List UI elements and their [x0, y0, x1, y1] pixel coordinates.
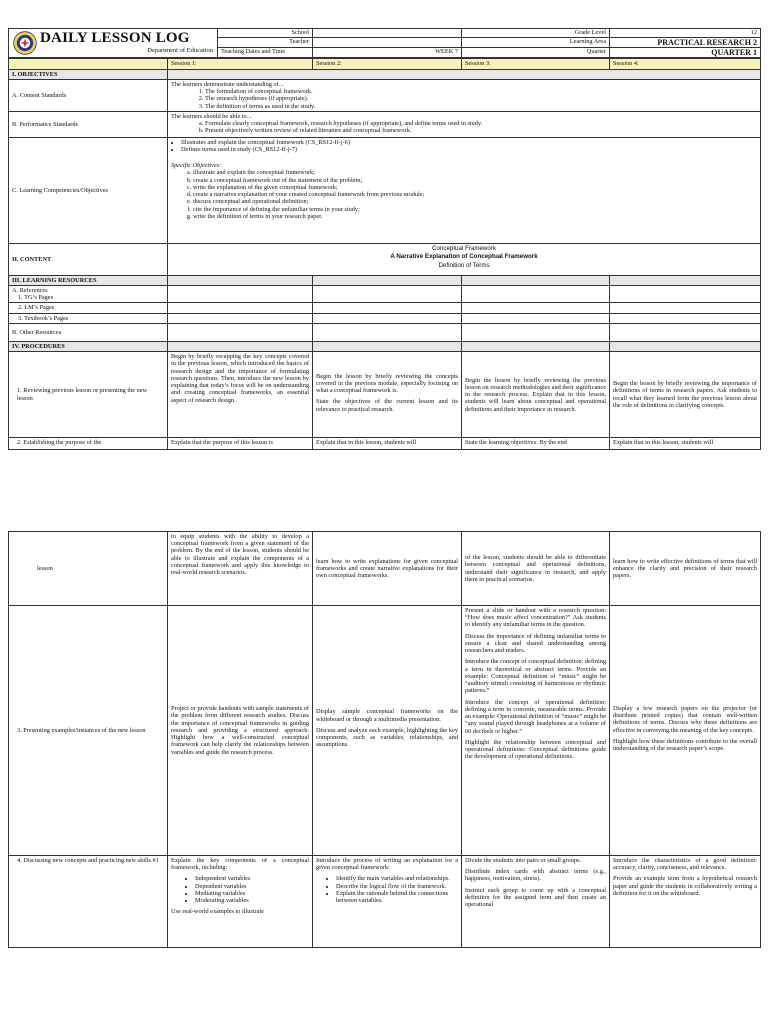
procedure-1-label: 1. Reviewing previous lesson or presenting the new lesson [9, 352, 168, 438]
content-standards-text: The learners demonstrate understanding of... 1. The formulation of conceptual framework. 2. The research hypotheses (if appropriate). 3. The definition of terms as used in the study. [168, 79, 761, 111]
lm-pages-row [9, 303, 761, 313]
quarter-value: QUARTER 1 [610, 48, 761, 58]
procedure-row-2-cont [9, 532, 761, 606]
specific-objectives-title: Specific Objectives: [171, 162, 222, 170]
page-1 [0, 28, 768, 450]
session-4-header: Session 4: [610, 59, 761, 69]
procedures-heading-row [9, 341, 761, 351]
quarter-label: Quarter [462, 48, 610, 58]
dates-label: Teaching Dates and Time [218, 48, 313, 58]
school-value [313, 29, 462, 38]
procedure-3-label: 3. Presenting examples/instances of the new lesson [9, 606, 168, 856]
resources-heading: III. LEARNING RESOURCES [9, 275, 168, 285]
textbook-pages-row [9, 313, 761, 323]
references-row [9, 286, 761, 303]
procedure-row-4 [9, 856, 761, 948]
performance-standards-label: B. Performance Standards [9, 111, 168, 137]
page-2 [0, 531, 768, 948]
learning-area-label: Learning Area [462, 38, 610, 48]
references-label: A. References 1. TG’s Pages [9, 286, 168, 303]
session-header-row [9, 59, 761, 69]
procedure-row-2-start [9, 438, 761, 450]
content-standards-row [9, 79, 761, 111]
week-value: WEEK 7 [313, 48, 462, 58]
lesson-log-table [8, 58, 761, 450]
procedure-2-session-4: learn how to write effective definitions of terms that will enhance the clarity and precision of their research papers. [610, 532, 761, 606]
procedure-row-3 [9, 606, 761, 856]
learning-area-value: PRACTICAL RESEARCH 2 [610, 38, 761, 48]
other-resources-row [9, 323, 761, 341]
procedure-2-session-1-start: Explain that the purpose of this lesson is [168, 438, 313, 450]
procedure-1-session-1: Begin by briefly recapping the key concepts covered in the previous lesson, which introduced the basics of research design and the importance of formulating research questions. Then, introduce the new lesson by explaining that today’s focus will be on understanding and creating conceptual frameworks, an essential aspect of research design. [168, 352, 313, 438]
procedure-2-session-3-start: State the learning objectives: By the end [462, 438, 610, 450]
tg-pages-label: 1. TG’s Pages [18, 294, 54, 302]
competencies-row [9, 137, 761, 243]
procedure-2-session-2-start: Explain that in this lesson, students will [313, 438, 462, 450]
lesson-log-table-continued [8, 531, 761, 948]
lesson-log-header [8, 28, 761, 58]
department-name: Department of Education [147, 46, 213, 54]
procedure-2-session-2: learn how to write explanations for given conceptual frameworks and create narrative explanations for their own conceptual frameworks. [313, 532, 462, 606]
resources-heading-row [9, 275, 761, 285]
procedure-4-session-2: Introduce the process of writing an explanation for a given conceptual framework: • Identify the main variables and relationships. • Describe the logical flow of the framework. • Explain the rationale behind the connections between variables. [313, 856, 462, 948]
school-label: School [218, 29, 313, 38]
procedure-4-session-4: Introduce the characteristics of a good definition: accuracy, clarity, conciseness, and relevance. Provide an example term from a hypothetical research paper and guide the students in collaboratively writing a definition for it on the whiteboard. [610, 856, 761, 948]
procedure-1-session-2: Begin the lesson by briefly reviewing the concepts covered in the previous module, especially focusing on what a conceptual framework is. State the objectives of the current lesson and its relevance to practical research. [313, 352, 462, 438]
content-standards-label: A. Content Standards [9, 79, 168, 111]
procedure-3-session-4: Display a few research papers on the projector (or distribute printed copies) that contain well-written definitions of terms. Discuss why these definitions are effective in conveying the meaning of the key concepts. Highlight how these definitions contribute to the overall understanding of the research paper’s scope. [610, 606, 761, 856]
session-2-header: Session 2: [313, 59, 462, 69]
competencies-text: • Illustrates and explain the conceptual framework (CS_RS12-If-j-6) • Defines terms used in study (CS_RS12-If-j-7) Specific Objectives: a. illustrate and explain the conceptual framework; b. create a conceptual framework out of the statement of the problem; c. write the explanation of the given conceptual framework; d. create a narrative explanation of your created conceptual framework from previous module; e. discuss conceptual and operational definition; f. cite the importance of defining the unfamiliar terms in your study; g. write the definition of terms in your research paper. [168, 137, 761, 243]
deped-seal-icon [13, 31, 37, 55]
session-1-header: Session 1: [168, 59, 313, 69]
procedure-3-session-2: Display sample conceptual frameworks on the whiteboard or through a multimedia presentation. Discuss and analyze each example, highlighting the key components, such as variables, relationships, and assumptions. [313, 606, 462, 856]
procedure-row-1 [9, 352, 761, 438]
procedure-1-session-3: Begin the lesson by briefly reviewing the previous lesson on research methodologies and their significance in the research process. Explain that in this lesson, students will learn about conceptual and operational definitions and their importance in research. [462, 352, 610, 438]
objectives-heading: I. OBJECTIVES [9, 69, 168, 79]
performance-standards-row [9, 111, 761, 137]
teacher-value [313, 38, 462, 48]
procedure-1-session-4: Begin the lesson by briefly reviewing the importance of definitions of terms in research papers. Ask students to recall what they learned from the previous lesson about the role of definitions in clarifying concepts. [610, 352, 761, 438]
teacher-label: Teacher [218, 38, 313, 48]
grade-level-label: Grade Level [462, 29, 610, 38]
procedure-3-session-1: Project or provide handouts with sample statements of the problem from different research studies. Discuss the importance of conceptual frameworks in guiding research and providing a structured approach. Highlight how a well-constructed conceptual framework can help clarify the relationships between variables and guide the research process. [168, 606, 313, 856]
content-row [9, 243, 761, 275]
content-topics: Conceptual Framework A Narrative Explanation of Conceptual Framework Definition of Terms [168, 243, 761, 275]
competencies-label: C. Learning Competencies/Objectives [9, 137, 168, 243]
procedure-2-session-3: of the lesson, students should be able to differentiate between conceptual and operational definitions, understand their significance in research, and apply them in practical scenarios. [462, 532, 610, 606]
procedure-4-session-3: Divide the students into pairs or small groups. Distribute index cards with abstract terms (e.g., happiness, motivation, stress). Instruct each group to come up with a conceptual definition for the assigned term and then create an operational [462, 856, 610, 948]
procedure-2-label-cont: lesson [9, 532, 168, 606]
grade-level-value: 12 [610, 29, 761, 38]
header-logo-block [9, 29, 218, 58]
procedure-4-label: 4. Discussing new concepts and practicing new skills #1 [9, 856, 168, 948]
content-heading: II. CONTENT [9, 243, 168, 275]
performance-standards-text: The learners should be able to... a. Formulate clearly conceptual framework, research hypotheses (if appropriate), and define terms used in study. b. Present objectively written review of related literature and conceptual framework. [168, 111, 761, 137]
procedure-2-session-4-start: Explain that in this lesson, students will [610, 438, 761, 450]
content-standards-list: 1. The formulation of conceptual framework. 2. The research hypotheses (if appropriate). 3. The definition of terms as used in the study. [171, 88, 757, 110]
textbook-pages-label: 3. Textbook’s Pages [9, 313, 168, 323]
procedure-3-session-3: Present a slide or handout with a research question: “How does music affect concentration?” Ask students to identify any unfamiliar terms in the question. Discuss the importance of defining unfamiliar terms to ensure a clear and shared understanding among researchers and readers. Introduce the concept of conceptual definition: defining a term in theoretical or abstract terms. Provide an example: Conceptual definition of “music” might be “auditory stimuli consisting of harmonious or rhythmic patterns.” Introduce the concept of operational definition: defining a term in concrete, measurable terms. Provide an example: Operational definition of “music” might be “any sound played through headphones at a volume of 60 decibels or higher.” Highlight the relationship between conceptual and operational definitions: Conceptual definitions guide the development of operational definitions. [462, 606, 610, 856]
procedure-4-session-1: Explain the key components of a conceptual framework, including: • Independent variables • Dependent variables • Mediating variables • Moderating variables Use real-world examples to illustrate [168, 856, 313, 948]
lm-pages-label: 2. LM’s Pages [9, 303, 168, 313]
specific-objectives-list: a. illustrate and explain the conceptual framework; b. create a conceptual framework out of the statement of the problem; c. write the explanation of the given conceptual framework; d. create a narrative explanation of your created conceptual framework from previous module; e. discuss conceptual and operational definition; f. cite the importance of defining the unfamiliar terms in your study; g. write the definition of terms in your research paper. [171, 169, 757, 220]
procedures-heading: IV. PROCEDURES [9, 341, 168, 351]
objectives-heading-row [9, 69, 761, 79]
procedure-2-label: 2. Establishing the purpose of the [9, 438, 168, 450]
other-resources-label: B. Other Resources [9, 323, 168, 341]
document-title: DAILY LESSON LOG [40, 30, 190, 46]
procedure-2-session-1: to equip students with the ability to develop a conceptual framework from a given statement of the problem. By the end of the lesson, students should be able to illustrate and explain the components of a conceptual framework and apply this knowledge to real-world research scenarios. [168, 532, 313, 606]
session-3-header: Session 3: [462, 59, 610, 69]
